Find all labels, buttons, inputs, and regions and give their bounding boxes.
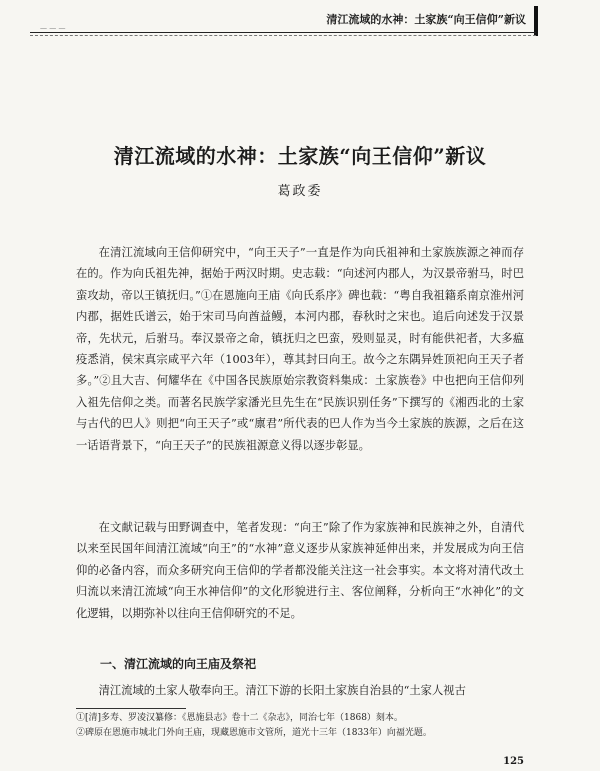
body-paragraph-1: 在清江流域向王信仰研究中，“向王天子”一直是作为向氏祖神和土家族族源之神而存在的。作为向氏祖先神，据始于两汉时期。史志载：“向述河内郡人，为汉景帝驸马，时巴蛮攻劫，帝以王镇抚归。”①在恩施向王庙《向氏系序》碑也载：“粤自我祖籍系南京淮州河内郡，据姓氏谱云，始于宋司马向酋益鳗，本河内郡，春秋时之宋也。追后向述发于汉景帝，先状元，后驸马。奉汉景帝之命，镇抚归之巴蛮，殁则显灵，时有能供祀者，大多瘟疫悉消，侯宋真宗咸平六年（1003年），尊其封曰向王。故今之东隅异姓顶祀向王天子者多。”②且大吉、何耀华在《中国各民族原始宗教资料集成：土家族卷》中也把向王信仰列入祖先信仰之类。而著名民族学家潘光旦先生在“民族识别任务”下撰写的《湘西北的土家与古代的巴人》则把“向王天子”或“廪君”所代表的巴人作为当今土家族的族源，之后在这一话语背景下，“向王天子”的民族祖源意义得以逐步彰显。 [76,246,524,452]
footnote-1: ①[清]多寿、罗凌汉纂修：《恩施县志》卷十二《杂志》，同治七年（1868）刻本。 [76,713,403,723]
footnote-2: ②碑原在恩施市城北门外向王庙，现藏恩施市文管所，道光十三年（1833年）向福光题。 [76,728,432,738]
body-paragraph-2: 在文献记载与田野调查中，笔者发现：“向王”除了作为家族神和民族神之外，自清代以来至民国年间清江流域“向王”的“水神”意义逐步从家族神延伸出来，并发展成为向王信仰的必备内容，而众多研究向王信仰的学者都没能关注这一社会事实。本文将对清代改土归流以来清江流域“向王水神信仰”的文化形貌进行主、客位阐释，分析向王“水神化”的文化逻辑，以期弥补以往向王信仰研究的不足。 [76,521,524,620]
header-rule-dashed [30,35,536,36]
running-header-title: 清江流域的水神：土家族“向王信仰”新议 [326,13,526,26]
section-heading: 一、清江流域的向王庙及祭祀 [100,657,257,671]
article-title: 清江流域的水神：土家族“向王信仰”新议 [113,144,487,168]
article-author: 葛政委 [277,184,323,199]
running-header-mark: — — — [40,24,66,32]
section-paragraph: 清江流域的土家人敬奉向王。清江下游的长阳土家族自治县的“土家人视古 [98,684,466,697]
header-rule [30,32,536,33]
page-number: 125 [503,756,524,767]
footnote-rule [76,708,186,709]
